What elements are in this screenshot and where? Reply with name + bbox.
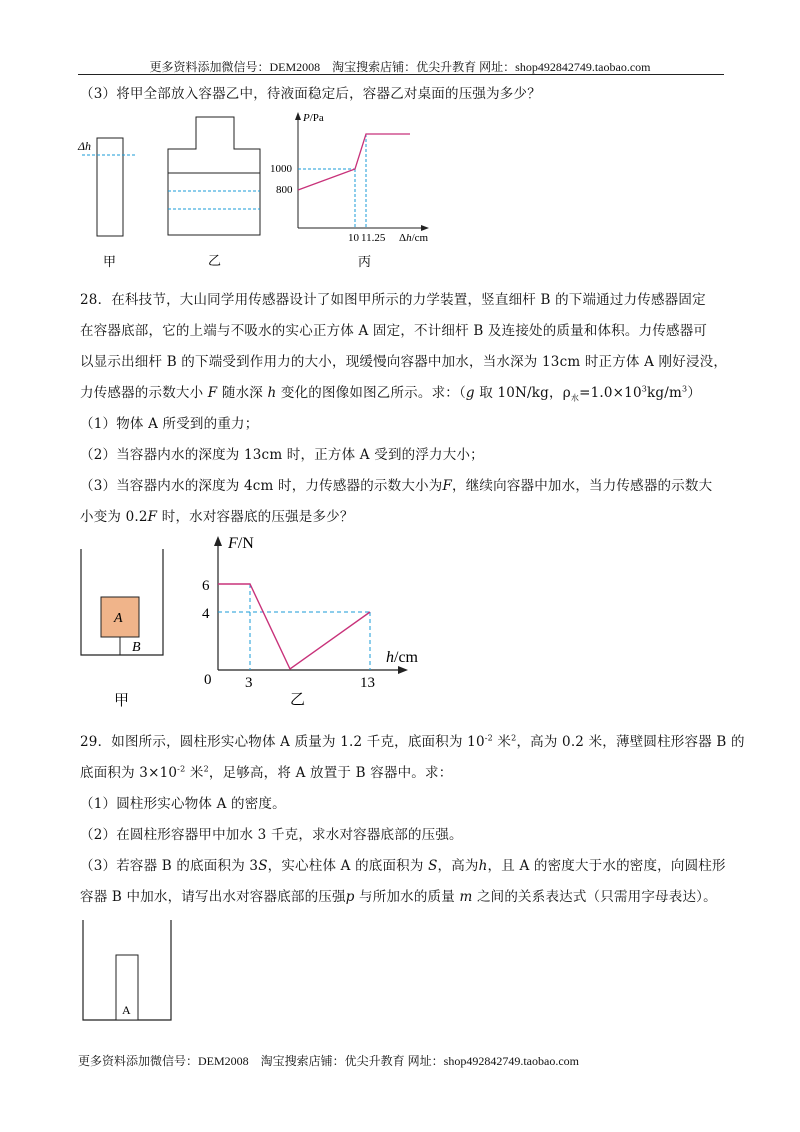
q28-line3: 以显示出细杆 B 的下端受到作用力的大小，现缓慢向容器中加水，当水深为 13cm 时正方体 A 刚好浸没， bbox=[80, 354, 728, 370]
q28-part3-line1: （3）当容器内水的深度为 4cm 时，力传感器的示数大小为F，继续向容器中加水，当力传感器的示数大 bbox=[80, 478, 713, 494]
xtick-3: 3 bbox=[245, 675, 253, 691]
q28-figure-yi bbox=[196, 530, 446, 710]
caption-yi: 乙 bbox=[290, 692, 306, 708]
ytick-6: 6 bbox=[202, 578, 210, 594]
xtick-11-25: 11.25 bbox=[361, 232, 386, 244]
block-jia bbox=[97, 138, 123, 236]
q29-figure bbox=[80, 918, 180, 1026]
x-label-delta: Δ bbox=[399, 232, 407, 244]
caption-jia: 甲 bbox=[103, 254, 117, 269]
x-label: Δh/cm bbox=[399, 232, 429, 244]
caption-bing: 丙 bbox=[358, 254, 372, 269]
y-arrow bbox=[295, 112, 301, 120]
q29-part3-line1: （3）若容器 B 的底面积为 3S，实心柱体 A 的底面积为 S，高为h，且 A 的密度大于水的密度，向圆柱形 bbox=[80, 858, 726, 874]
q28-part2: （2）当容器内水的深度为 13cm 时，正方体 A 受到的浮力大小； bbox=[80, 447, 484, 463]
xtick-0: 0 bbox=[204, 672, 212, 688]
q27-figure-bing bbox=[268, 110, 448, 268]
page-header: 更多资料添加微信号：DEM2008 淘宝搜索店铺：优尖升教育 网址：shop492842749.taobao.com bbox=[149, 60, 651, 74]
x-label: h/cm bbox=[386, 649, 418, 666]
y-label: F/N bbox=[228, 535, 254, 552]
y-label-unit: /Pa bbox=[309, 112, 324, 124]
rod-b-label: B bbox=[132, 640, 141, 655]
q29-part2: （2）在圆柱形容器甲中加水 3 千克，求水对容器底部的压强。 bbox=[80, 827, 463, 843]
q29-line2: 底面积为 $3\times 10^{-2}$ 米$^2$，足够高，将 A 放置于 B 容器中。求： bbox=[80, 764, 453, 781]
x-arrow bbox=[421, 225, 429, 231]
q29-part1: （1）圆柱形实心物体 A 的密度。 bbox=[80, 796, 286, 812]
q28-figure-jia bbox=[76, 545, 176, 715]
q28-line4: 力传感器的示数大小 F 随水深 h 变化的图像如图乙所示。求：（g 取 10N/kg，$\rho_水=1.0\times 10^3kg/m^3$） bbox=[80, 384, 702, 403]
q29-part3-line2: 容器 B 中加水，请写出水对容器底部的压强p 与所加水的质量 m 之间的关系表达式（只需用字母表达）。 bbox=[80, 889, 717, 905]
q27-figure-jia bbox=[76, 132, 146, 267]
caption-jia: 甲 bbox=[114, 693, 130, 709]
page-footer: 更多资料添加微信号：DEM2008 淘宝搜索店铺：优尖升教育 网址：shop492842749.taobao.com bbox=[78, 1054, 579, 1068]
q29-line1: 29．如图所示，圆柱形实心物体 A 质量为 1.2 千克，底面积为 $10^{-2}$ 米$^2$，高为 0.2 米，薄壁圆柱形容器 B 的 bbox=[80, 733, 745, 750]
pressure-curve bbox=[298, 134, 410, 190]
xtick-13: 13 bbox=[360, 675, 375, 691]
ytick-1000: 1000 bbox=[270, 163, 292, 175]
ytick-4: 4 bbox=[202, 606, 210, 622]
cube-a-label: A bbox=[114, 611, 123, 626]
xtick-10: 10 bbox=[348, 232, 359, 244]
caption-yi: 乙 bbox=[208, 253, 222, 268]
ytick-800: 800 bbox=[276, 184, 293, 196]
x-arrow bbox=[398, 666, 408, 674]
dh-label: Δh bbox=[78, 139, 92, 153]
y-arrow bbox=[214, 536, 222, 546]
q28-line2: 在容器底部，它的上端与不吸水的实心正方体 A 固定，不计细杆 B 及连接处的质量和体积。力传感器可 bbox=[80, 323, 708, 339]
cylinder-a-label: A bbox=[122, 1003, 131, 1017]
q28-part3-line2: 小变为 0.2F 时，水对容器底的压强是多少？ bbox=[80, 509, 354, 525]
y-label: P/Pa bbox=[303, 112, 324, 124]
header-divider bbox=[78, 74, 724, 75]
container-yi bbox=[168, 117, 260, 235]
force-curve bbox=[218, 584, 370, 669]
q27-figure-yi bbox=[166, 115, 266, 267]
q28-line1: 28．在科技节，大山同学用传感器设计了如图甲所示的力学装置，竖直细杆 B 的下端通过力传感器固定 bbox=[80, 292, 706, 308]
q27-part3: （3）将甲全部放入容器乙中，待液面稳定后，容器乙对桌面的压强为多少？ bbox=[80, 86, 541, 102]
q28-part1: （1）物体 A 所受到的重力； bbox=[80, 416, 259, 432]
